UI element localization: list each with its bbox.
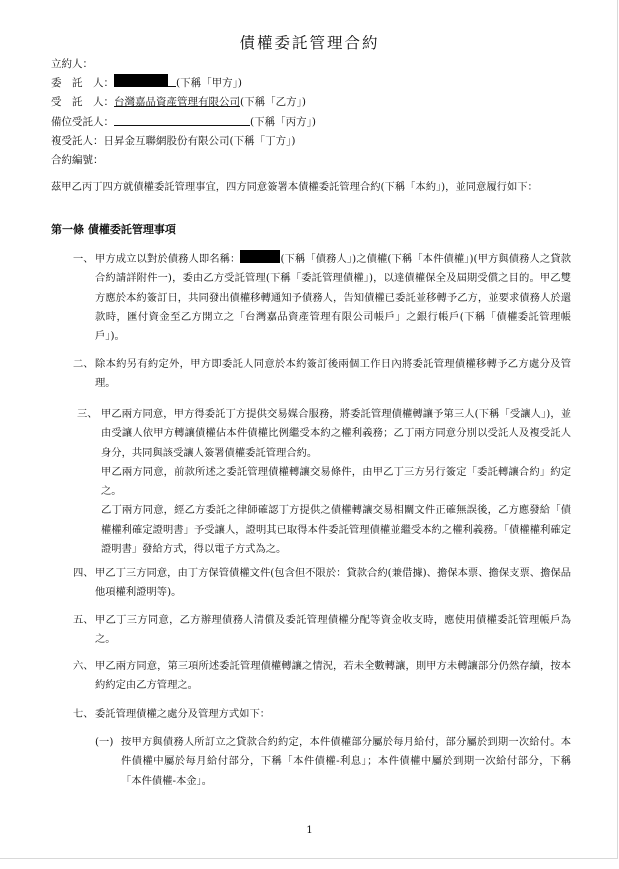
- item-3-paragraph-3: 乙丁兩方同意，經乙方委託之律師確認丁方提供之債權轉讓交易相關文件正確無誤後，乙方應發給「債權權利確定證明書」予受讓人，證明其已取得本件委託管理債權並繼受本約之權利義務。「債權權利確定證明書」發給方式，得以電子方式為之。: [101, 504, 571, 556]
- parties-label: 立約人：: [51, 58, 93, 70]
- debtor-name-redaction: [240, 250, 280, 263]
- sub-trustee-line: [51, 133, 295, 149]
- item-1-marker: 一、: [73, 253, 94, 265]
- sub-trustee-suffix: (下稱「丁方」): [229, 135, 296, 147]
- item-3-paragraph-1: 甲乙兩方同意，甲方得委託丁方提供交易媒合服務，將委託管理債權轉讓予第三人(下稱「受讓人」)，並由受讓人依甲方轉讓債權佔本件債權比例繼受本約之權利義務；乙丁兩方同意分別以受託人及複受託人身分，共同與該受讓人簽署債權委託管理合約。: [101, 408, 571, 459]
- sub-trustee-label: 複受託人：: [51, 135, 104, 147]
- trustee-suffix: (下稱「乙方」): [240, 96, 306, 108]
- trustee-line: [51, 94, 306, 110]
- entrustor-redaction: [114, 74, 168, 87]
- trustee-name: 台灣嘉品資產管理有限公司: [114, 96, 240, 108]
- item-3-paragraph-2: 甲乙兩方同意，前款所述之委託管理債權轉讓交易條件，由甲乙丁三方另行簽定「委託轉讓合約」約定之。: [101, 465, 571, 498]
- standby-trustee-line: [51, 113, 316, 130]
- item-1-part-1: 甲方成立以對於債務人即名稱：: [95, 253, 241, 265]
- entrustor-suffix: (下稱「甲方」): [176, 77, 242, 89]
- item-4-text: 甲乙丁三方同意，由丁方保管債權文件(包含但不限於：貸款合約(兼借據)、擔保本票、擔保支票、擔保品他項權利證明等)。: [95, 567, 571, 599]
- item-6-text: 甲乙兩方同意，第三項所述委託管理債權轉讓之情況，若未全數轉讓，則甲方未轉讓部分仍然存續，按本約約定由乙方管理之。: [95, 660, 571, 692]
- item-6-marker: 六、: [73, 660, 94, 672]
- item-7-marker: 七、: [73, 708, 94, 720]
- item-7-text: 委託管理債權之處分及管理方式如下：: [95, 708, 271, 720]
- standby-trustee-suffix: (下稱「丙方」): [250, 116, 316, 128]
- intro-paragraph: 茲甲乙丙丁四方就債權委託管理事宜，四方同意簽署本債權委託管理合約(下稱「本約」)，並同意履行如下：: [51, 181, 538, 193]
- item-5-text: 甲乙丁三方同意，乙方辦理債務人清償及委託管理債權分配等資金收支時，應使用債權委託管理帳戶為之。: [95, 614, 571, 646]
- item-7-1-marker: (一): [95, 736, 114, 748]
- page-number: 1: [306, 825, 313, 836]
- entrustor-line: [51, 74, 242, 91]
- item-7-1-text: 按甲方與債務人所訂立之貸款合約約定，本件債權部分屬於每月給付，部分屬於到期一次給付。本件債權中屬於每月給付部分，下稱「本件債權-利息」；本件債權中屬於到期一次給付部分，下稱「本件債權-本金」。: [121, 736, 571, 787]
- entrustor-label: 委 託 人：: [51, 77, 114, 89]
- contract-number-label: 合約編號：: [51, 154, 104, 166]
- item-3-text: [101, 405, 571, 559]
- standby-trustee-label: 備位受託人：: [51, 116, 114, 128]
- item-2-text: 除本約另有約定外，甲方即委託人同意於本約簽訂後兩個工作日內將委託管理債權移轉予乙方處分及管理。: [95, 358, 571, 390]
- item-2-marker: 二、: [73, 358, 94, 370]
- item-5-marker: 五、: [73, 614, 94, 626]
- document-title: 債權委託管理合約: [239, 34, 380, 52]
- sub-trustee-name: 日昇金互聯網股份有限公司: [103, 135, 230, 147]
- item-1-part-2: (下稱「債務人」)之債權(下稱「本件債權」)(甲方與債務人之貸款合約請詳附件一)，委由乙方受託管理(下稱「委託管理債權」)，以達債權保全及屆期受償之目的。甲乙雙方應於本約簽訂日，共同發出債權移轉通知予債務人，告知債權已委託並移轉予乙方，並要求債務人於還款時，匯付資金至乙方開立之「台灣嘉品資產管理有限公司帳戶」之銀行帳戶(下稱「債權委託管理帳戶」)。: [95, 253, 572, 343]
- item-1-text: [95, 250, 571, 346]
- item-3-marker: 三、: [77, 408, 98, 420]
- article-1-heading: 第一條 債權委託管理事項: [51, 223, 176, 236]
- trustee-label: 受 託 人：: [51, 96, 114, 108]
- entrustor-underline: [168, 74, 176, 87]
- item-4-marker: 四、: [73, 567, 94, 579]
- standby-trustee-blank: [114, 113, 250, 126]
